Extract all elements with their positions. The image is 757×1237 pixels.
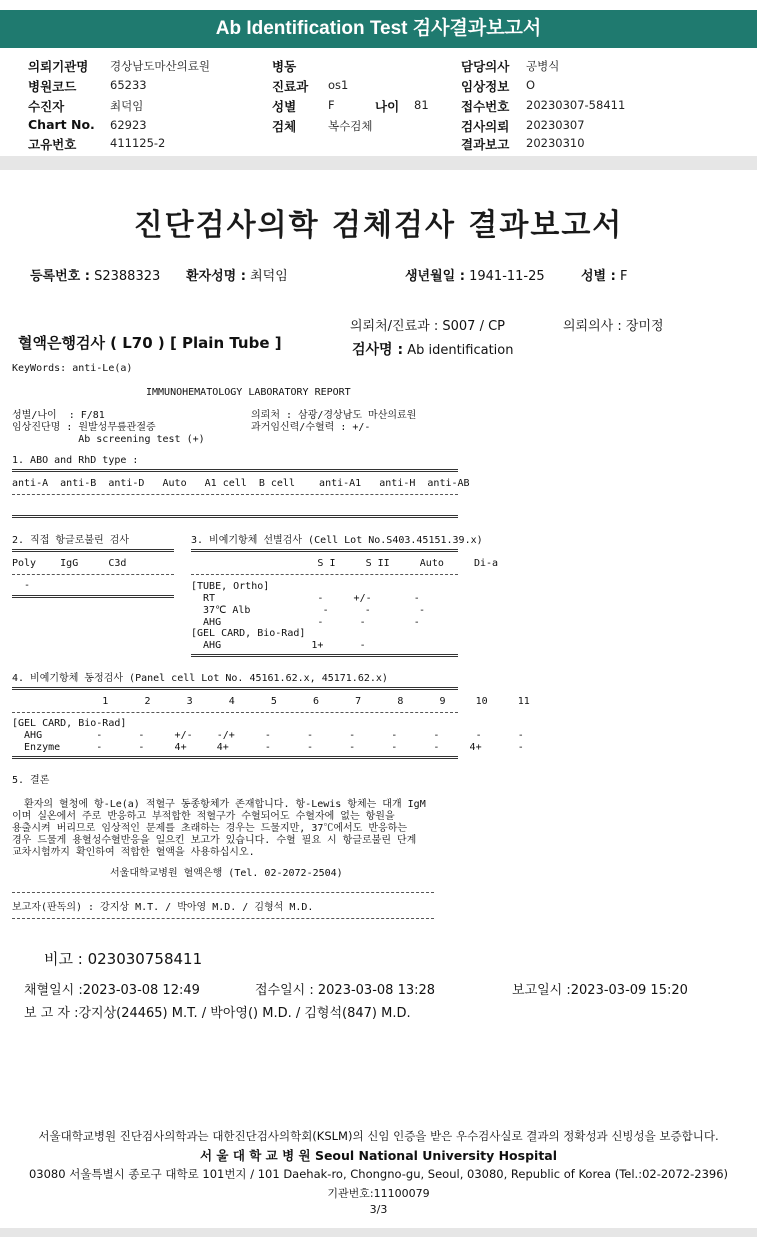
- hospital-code-value: 65233: [110, 78, 147, 92]
- sex-age-line: 성별/나이 : F/81: [12, 410, 105, 421]
- receipt-no-label: 접수번호: [461, 99, 510, 114]
- section3-title: 3. 비예기항체 선별검사 (Cell Lot No.S403.45151.39.x): [191, 535, 483, 546]
- hospital-name: 서 울 대 학 교 병 원 Seoul National University Hospital: [199, 1148, 558, 1163]
- conclusion-line: 환자의 혈청에 항-Le(a) 적혈구 동종항체가 존재합니다. 항-Lewis 항체는 대개 IgM: [12, 799, 426, 810]
- test-name-value: Ab identification: [407, 343, 514, 358]
- report-date-label: 결과보고: [461, 137, 510, 152]
- receipt-line: [255, 979, 435, 998]
- report-sex-label: 성별 :: [581, 269, 616, 284]
- dob-value: 1941-11-25: [469, 269, 545, 284]
- certification-text: 서울대학교병원 진단검사의학과는 대한진단검사의학회(KSLM)의 신임 인증을 받은 우수검사실로 결과의 정확성과 신빙성을 보증합니다.: [38, 1129, 719, 1143]
- section3-row: RT - +/- -: [191, 593, 420, 604]
- report-time-value: 2023-03-09 15:20: [570, 983, 688, 998]
- dept-value: S007 / CP: [442, 319, 506, 334]
- section4-rule-mid: [12, 712, 458, 713]
- request-date-label: 검사의뢰: [461, 119, 510, 134]
- section3-header: S I S II Auto Di-a: [191, 558, 499, 569]
- screening-line: Ab screening test (+): [12, 434, 205, 445]
- report-time-line: [512, 979, 688, 998]
- department-label: 진료과: [272, 79, 309, 94]
- specimen-label: 검체: [272, 119, 297, 134]
- department-value: os1: [328, 78, 349, 92]
- section1-rule-bottom: [12, 515, 458, 518]
- age-value: 81: [414, 98, 429, 112]
- chart-no-value: 62923: [110, 118, 147, 132]
- section2-value: -: [12, 580, 31, 591]
- request-date-value: 20230307: [526, 118, 585, 132]
- chart-no-label: Chart No.: [28, 117, 95, 132]
- report-sex-value: F: [619, 269, 628, 284]
- conclusion-line: 용출시켜 버리므로 임상적인 문제를 초래하는 경우는 드물지만, 37℃에서도 반응하는: [12, 823, 408, 834]
- section4-header: 1 2 3 4 5 6 7 8 9 10 11: [12, 696, 530, 707]
- section3-row: [GEL CARD, Bio-Rad]: [191, 628, 306, 639]
- note-value: 023030758411: [87, 950, 203, 968]
- section4-rule-top: [12, 687, 458, 690]
- patient-name-line: [186, 265, 288, 284]
- registration-no-value: S2388323: [94, 269, 161, 284]
- section3-rule-mid: [191, 574, 458, 575]
- note-line: [44, 948, 202, 969]
- clinical-info-label: 임상정보: [461, 79, 510, 94]
- page-number: 3/3: [369, 1203, 388, 1216]
- specimen-value: 복수검체: [328, 119, 373, 133]
- section2-header: Poly IgG C3d: [12, 558, 127, 569]
- lab-report-title: IMMUNOHEMATOLOGY LABORATORY REPORT: [146, 387, 351, 398]
- section3-rule-top: [191, 549, 458, 552]
- blood-bank-contact: 서울대학교병원 혈액은행 (Tel. 02-2072-2504): [110, 868, 343, 879]
- section3-row: AHG 1+ -: [191, 640, 366, 651]
- test-heading: 혈액은행검사 ( L70 ) [ Plain Tube ]: [18, 334, 282, 352]
- final-reporter-label: 보 고 자 :: [24, 1006, 79, 1021]
- conclusion-line: 경우 드물게 용혈성수혈반응을 일으킨 보고가 있습니다. 수혈 필요 시 항글로불린 단계: [12, 835, 417, 846]
- report-time-label: 보고일시 :: [512, 983, 571, 998]
- report-title: 진단검사의학 검체검사 결과보고서: [133, 208, 624, 243]
- section3-rule-bottom: [191, 654, 458, 657]
- dept-label: 의뢰처/진료과 :: [350, 319, 439, 334]
- section3-row: [TUBE, Ortho]: [191, 581, 270, 592]
- reporter-rule-top: [12, 892, 434, 893]
- collection-label: 채혈일시 :: [24, 983, 83, 998]
- sex-label: 성별: [272, 99, 297, 114]
- institution-number: 기관번호:11100079: [327, 1187, 430, 1200]
- section3-row: 37℃ Alb - - -: [191, 605, 425, 616]
- registration-no-label: 등록번호 :: [30, 269, 90, 284]
- requesting-institution-value: 경상남도마산의료원: [110, 59, 210, 73]
- age-label: 나이: [375, 99, 400, 114]
- section1-rule-mid: [12, 494, 458, 495]
- section4-group: [GEL CARD, Bio-Rad]: [12, 718, 127, 729]
- test-name-label: 검사명 :: [352, 342, 404, 358]
- section1-rule-top: [12, 469, 458, 472]
- unique-no-label: 고유번호: [28, 137, 77, 152]
- report-date-value: 20230310: [526, 136, 585, 150]
- note-label: 비고 :: [44, 950, 83, 968]
- conclusion-line: 교차시험까지 확인하여 적합한 혈액을 사용하십시오.: [12, 847, 255, 858]
- section-separator: [0, 156, 757, 170]
- section4-row-enzyme: Enzyme - - 4+ 4+ - - - - - 4+ -: [12, 742, 524, 753]
- patient-value: 최덕임: [110, 99, 144, 113]
- keywords: KeyWords: anti-Le(a): [12, 363, 133, 374]
- test-name-line: [352, 339, 513, 359]
- registration-line: [30, 265, 160, 284]
- reporter-rule-bottom: [12, 918, 434, 919]
- attending-doctor-value: 공병식: [526, 59, 560, 73]
- ward-label: 병동: [272, 59, 297, 74]
- final-reporter-value: 강지상(24465) M.T. / 박아영() M.D. / 김형석(847) M.D.: [78, 1006, 411, 1021]
- section3-row: AHG - - -: [191, 617, 420, 628]
- bottom-band: [0, 1228, 757, 1237]
- section2-rule-mid: [12, 574, 174, 575]
- patient-label: 수진자: [28, 99, 65, 114]
- final-reporter-line: [24, 1002, 411, 1021]
- section4-row-ahg: AHG - - +/- -/+ - - - - - - -: [12, 730, 524, 741]
- section2-title: 2. 직접 항글로불린 검사: [12, 535, 130, 546]
- receipt-label: 접수일시 :: [255, 983, 314, 998]
- sex-value: F: [328, 98, 335, 112]
- diagnosis-line: 임상진단명 : 원발성무릎관절증: [12, 422, 156, 433]
- patient-info-panel: [0, 48, 757, 156]
- patient-name-label: 환자성명 :: [186, 269, 246, 284]
- hospital-code-label: 병원코드: [28, 79, 77, 94]
- section4-title: 4. 비예기항체 동정검사 (Panel cell Lot No. 45161.62.x, 45171.62.x): [12, 673, 388, 684]
- unique-no-value: 411125-2: [110, 136, 166, 150]
- section1-header: anti-A anti-B anti-D Auto A1 cell B cell anti-A1 anti-H anti-AB: [12, 478, 470, 489]
- collection-value: 2023-03-08 12:49: [82, 983, 200, 998]
- receipt-no-value: 20230307-58411: [526, 98, 626, 112]
- section1-title: 1. ABO and RhD type :: [12, 455, 139, 466]
- clinical-info-value: O: [526, 78, 536, 92]
- dob-line: [405, 265, 545, 284]
- receipt-value: 2023-03-08 13:28: [317, 983, 436, 998]
- ordering-doctor-value: 장미정: [625, 319, 664, 334]
- hospital-address: 03080 서울특별시 종로구 대학로 101번지 / 101 Daehak-ro, Chongno-gu, Seoul, 03080, Republic of Korea (Tel.:02-2072-2396): [28, 1167, 729, 1181]
- section5-title: 5. 결론: [12, 775, 50, 786]
- attending-doctor-label: 담당의사: [461, 59, 510, 74]
- conclusion-line: 이며 실온에서 주로 반응하고 부적합한 적혈구가 수혈되어도 수혈자에 없는 항원을: [12, 811, 395, 822]
- dob-label: 생년월일 :: [405, 269, 465, 284]
- collection-line: [24, 979, 200, 998]
- referrer-line: 의뢰처 : 삼광/경상남도 마산의료원: [251, 410, 417, 421]
- requesting-institution-label: 의뢰기관명: [28, 59, 89, 74]
- ordering-doctor-label: 의뢰의사 :: [563, 319, 622, 334]
- patient-name-value: 최덕임: [250, 269, 288, 284]
- history-line: 과거임신력/수혈력 : +/-: [251, 422, 371, 433]
- report-sex-line: [581, 265, 627, 284]
- section2-rule-top: [12, 549, 174, 552]
- section2-rule-bottom: [12, 595, 174, 598]
- section4-rule-bottom: [12, 756, 458, 759]
- dept-line: [350, 315, 505, 334]
- report-header-title: Ab Identification Test 검사결과보고서: [0, 10, 757, 48]
- ordering-doctor-line: [563, 315, 664, 334]
- lab-reporter: 보고자(판독의) : 강지상 M.T. / 박아영 M.D. / 김형석 M.D.: [12, 902, 314, 913]
